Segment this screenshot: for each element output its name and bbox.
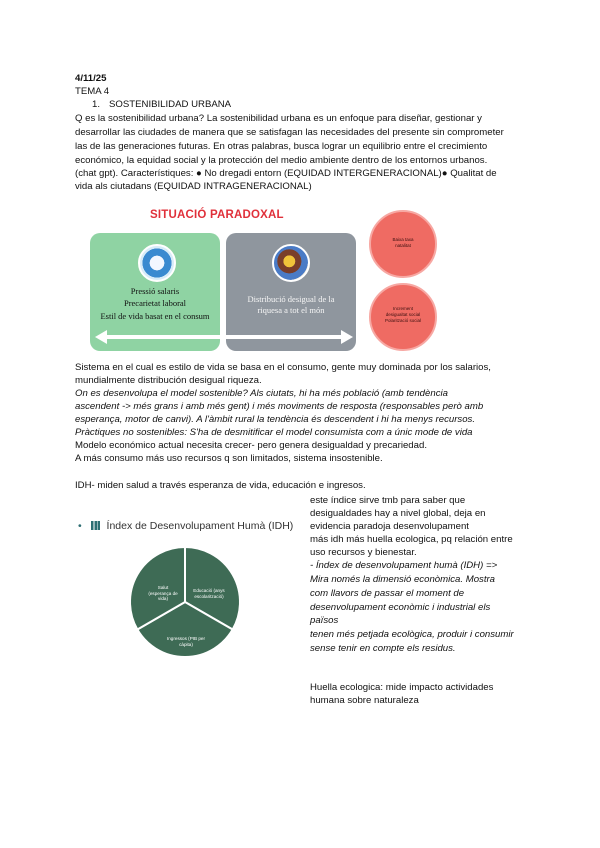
double-arrow-icon [95, 328, 353, 346]
body-line: A más consumo más uso recursos q son limitados, sistema insostenible. [75, 453, 383, 464]
money-icon [138, 244, 176, 282]
huella-line: humana sobre naturaleza [310, 695, 419, 706]
side-note-line: - Índex de desenvolupament humà (IDH) => [310, 560, 498, 571]
circle-bottom-text: Increment [392, 306, 413, 311]
circle-top-text: natalitat [395, 243, 411, 248]
side-note-line: com llavors de passar el moment de [310, 588, 465, 599]
pie-label-education: Educació (anys escolarització) [193, 588, 225, 599]
date: 4/11/25 [75, 73, 107, 84]
section-number: 1. [92, 99, 101, 110]
globe-icon [272, 244, 310, 282]
pie-label-health: Salut (esperança de vida) [148, 585, 178, 601]
green-panel-text: Precarietat laboral [123, 298, 187, 308]
bar-chart-icon [91, 521, 100, 530]
side-note-line: desenvolupament econòmic i industrial els [310, 602, 491, 613]
side-note-line: sense tenir en compte els residus. [310, 643, 456, 654]
side-note-line: tenen més petjada ecològica, produir i consumir [310, 629, 514, 640]
body-line: Pràctiques no sostenibles: S'ha de desmitificar el model consumista com a únic mode de vida [75, 427, 473, 438]
circle-bottom-text: desigualtat social [385, 312, 421, 317]
green-panel-text: Pressió salaris [130, 286, 180, 296]
body-line: esperança, motor de canvi). A l'àmbit rural la tendència és descendent i hi ha menys recursos. [75, 414, 475, 425]
intro-line: Q es la sostenibilidad urbana? La sostenibilidad urbana es un enfoque para diseñar, gestionar y [75, 113, 482, 124]
green-panel-text: Estil de vida basat en el consum [100, 311, 210, 321]
body-line: Sistema en el cual es estilo de vida se basa en el consumo, gente muy dominada por los salarios, [75, 362, 491, 373]
side-note-line: evidencia paradoja desenvolupament [310, 521, 469, 532]
idh-figure-title [78, 520, 293, 532]
side-note-line: más idh más huella ecologica, pq relación entre [310, 534, 513, 545]
huella-line: Huella ecologica: mide impacto actividades [310, 682, 494, 693]
intro-line: las de las generaciones futuras. En otras palabras, busca lograr un equilibrio entre el crecimiento [75, 141, 488, 152]
pie-label-income: Ingressos (PIB per càpita) [166, 636, 206, 647]
topic: TEMA 4 [75, 86, 110, 97]
section-title: SOSTENIBILIDAD URBANA [109, 99, 232, 110]
intro-line: vida als ciutadans (EQUIDAD INTRAGENERACIONAL) [75, 181, 312, 192]
grey-panel-text: Distribució desigual de la [247, 294, 335, 304]
side-note-line: desigualdades hay a nivel global, deja en [310, 508, 486, 519]
side-note-line: este índice sirve tmb para saber que [310, 495, 466, 506]
body-line: ascendent -> més grans i amb més gent) i més moviments de resposta (responsables però amb [75, 401, 484, 412]
side-note-line: Mira només la dimensió econòmica. Mostra [310, 574, 496, 585]
body-line: On es desenvolupa el model sostenible? Als ciutats, hi ha més població (amb tendència [75, 388, 448, 399]
intro-line: desarrollar las ciudades de manera que se satisfagan las necesidades del presente sin comprometer [75, 127, 504, 138]
intro-line: (chat gpt). Característiques: ● No dregadi entorn (EQUIDAD INTERGENERACIONAL)● Qualitat de [75, 168, 497, 179]
grey-panel-text: riquesa a tot el món [257, 305, 325, 315]
idh-title-text: Índex de Desenvolupament Humà (IDH) [106, 520, 294, 532]
circle-bottom-text: Polarització social [384, 318, 421, 323]
circle-top-text: Baixa taxa [392, 237, 414, 242]
side-note-line: uso recursos y bienestar. [310, 547, 417, 558]
idh-definition: IDH- miden salud a través esperanza de vida, educación e ingresos. [75, 480, 366, 491]
body-line: mundialmente distribución desigual riqueza. [75, 375, 262, 386]
intro-line: económico, la equidad social y la protección del medio ambiente dentro de los entornos urbanos. [75, 155, 488, 166]
body-line: Modelo económico actual necesita crecer- pero genera desigualdad y precariedad. [75, 440, 427, 451]
paradox-figure-title: SITUACIÓ PARADOXAL [150, 209, 284, 221]
bullet: • [78, 520, 82, 532]
side-note-line: països [310, 615, 339, 626]
